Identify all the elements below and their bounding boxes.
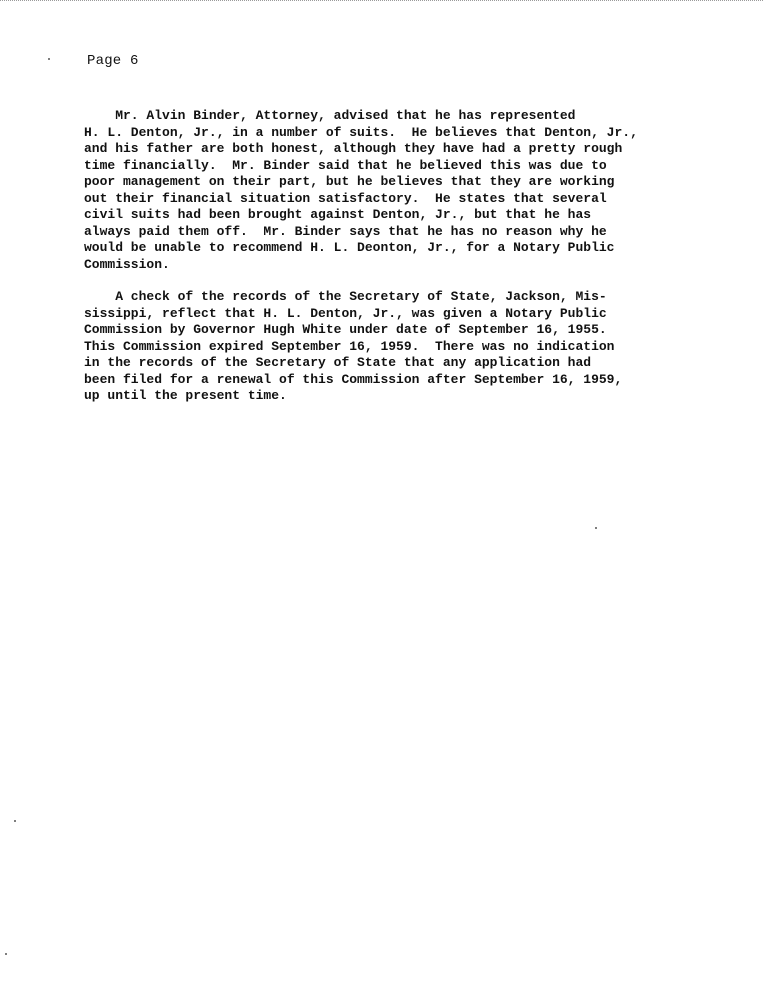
- scan-speck: [595, 527, 597, 529]
- scan-speck: [5, 953, 7, 955]
- text-line: would be unable to recommend H. L. Deonton, Jr., for a Notary Public: [84, 240, 615, 255]
- paragraph-attorney-statement: [84, 108, 724, 273]
- page-number: Page 6: [87, 53, 139, 69]
- text-line: A check of the records of the Secretary of State, Jackson, Mis-: [84, 289, 607, 304]
- text-line: out their financial situation satisfactory. He states that several: [84, 190, 607, 206]
- text-line: Mr. Alvin Binder, Attorney, advised that he has represented: [84, 108, 576, 123]
- text-line: and his father are both honest, although they have had a pretty rough: [84, 141, 623, 156]
- memo-body: [84, 108, 724, 405]
- text-line: time financially. Mr. Binder said that he believed this was due to: [84, 157, 607, 173]
- page-top-border: [0, 0, 763, 1]
- scan-speck: [14, 820, 16, 822]
- text-line: H. L. Denton, Jr., in a number of suits. He believes that Denton, Jr.,: [84, 124, 638, 140]
- text-line: up until the present time.: [84, 388, 287, 403]
- text-line: been filed for a renewal of this Commission after September 16, 1959,: [84, 371, 623, 387]
- text-line: Commission by Governor Hugh White under date of September 16, 1955.: [84, 322, 607, 337]
- text-line: This Commission expired September 16, 1959. There was no indication: [84, 338, 615, 354]
- scan-speck: [48, 58, 50, 60]
- text-line: poor management on their part, but he believes that they are working: [84, 174, 615, 189]
- text-line: Commission.: [84, 256, 170, 272]
- text-line: civil suits had been brought against Denton, Jr., but that he has: [84, 207, 592, 222]
- paragraph-secretary-records: [84, 289, 724, 405]
- text-line: sissippi, reflect that H. L. Denton, Jr., was given a Notary Public: [84, 305, 607, 321]
- text-line: in the records of the Secretary of State that any application had: [84, 355, 592, 370]
- text-line: always paid them off. Mr. Binder says that he has no reason why he: [84, 223, 607, 239]
